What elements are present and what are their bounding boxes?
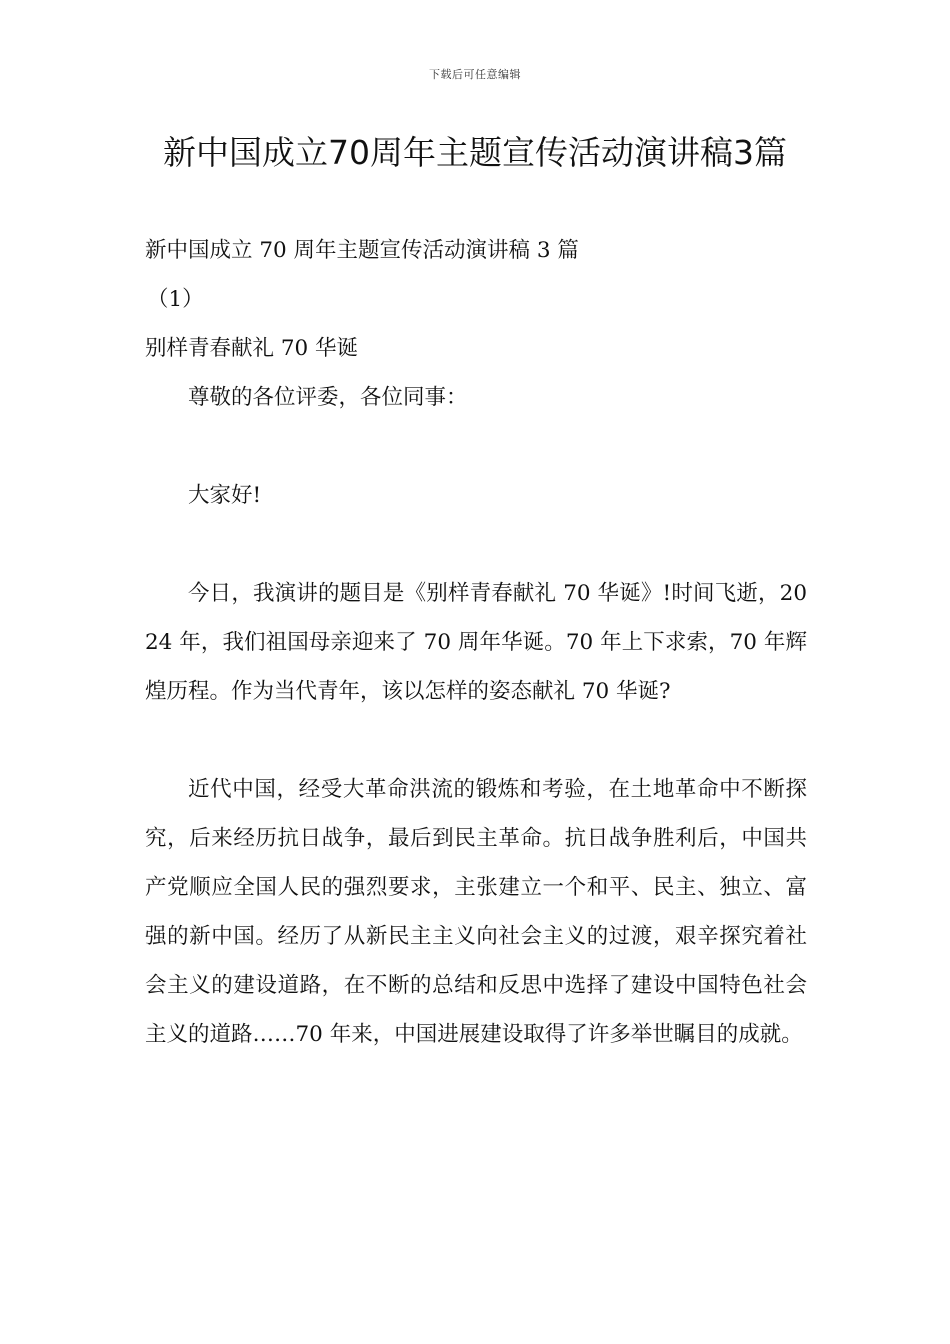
- body-paragraph: 近代中国，经受大革命洪流的锻炼和考验，在土地革命中不断探究，后来经历抗日战争，最后到民主革命。抗日战争胜利后，中国共产党顺应全国人民的强烈要求，主张建立一个和平、民主、独立、富强的新中国。经历了从新民主主义向社会主义的过渡，艰辛探究着社会主义的建设道路，在不断的总结和反思中选择了建设中国特色社会主义的道路……70 年来，中国进展建设取得了许多举世瞩目的成就。: [145, 777, 807, 1047]
- header-note: 下载后可任意编辑: [429, 68, 521, 81]
- document-title: 新中国成立70周年主题宣传活动演讲稿3篇: [163, 133, 787, 172]
- document-body: [145, 226, 807, 1059]
- greeting: 大家好!: [188, 483, 262, 508]
- paragraph-spacer: [145, 716, 807, 765]
- section-title: 别样青春献礼 70 华诞: [145, 336, 359, 361]
- paragraph-spacer: [145, 422, 807, 471]
- body-paragraph: 今日，我演讲的题目是《别样青春献礼 70 华诞》!时间飞逝，2024 年，我们祖国母亲迎来了 70 周年华诞。70 年上下求索，70 年辉煌历程。作为当代青年，该以怎样的姿态献礼 70 华诞?: [145, 581, 807, 704]
- paragraph-spacer: [145, 520, 807, 569]
- document-subtitle: 新中国成立 70 周年主题宣传活动演讲稿 3 篇: [145, 238, 579, 263]
- part-number: （1）: [147, 287, 204, 312]
- salutation: 尊敬的各位评委，各位同事：: [188, 385, 468, 410]
